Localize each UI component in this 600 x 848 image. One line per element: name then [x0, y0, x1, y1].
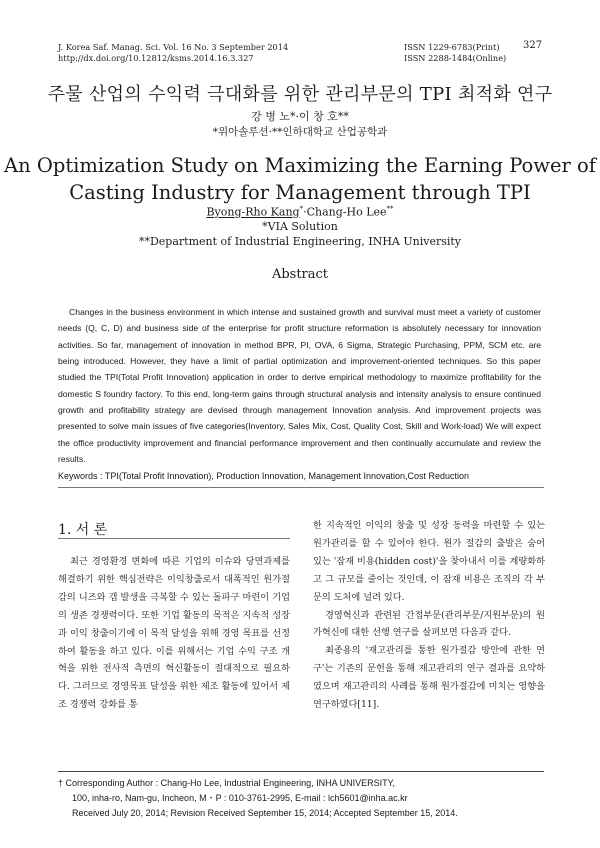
- title-korean: 주물 산업의 수익력 극대화를 위한 관리부문의 TPI 최적화 연구: [47, 84, 553, 105]
- footnote-dates: Received July 20, 2014; Revision Received September 15, 2014; Accepted September 15, 2014.: [72, 808, 458, 818]
- journal-citation: J. Korea Saf. Manag. Sci. Vol. 16 No. 3 September 2014: [58, 42, 289, 52]
- right-col-paragraph-3: 최종용의 '재고관리를 통한 원가절감 방안에 관한 연구'는 기존의 문헌을 통해 재고관리의 연구 결과를 요약하였으며 재고관리의 사례를 통해 원가절감에 미치는 영향을 연구하였다[11].: [313, 645, 545, 711]
- author-1-mark: *: [299, 205, 304, 213]
- left-column: [58, 553, 290, 714]
- doi-link[interactable]: http://dx.doi.org/10.12812/ksms.2014.16.3.327: [58, 53, 254, 63]
- right-col-paragraph-1: 한 지속적인 이익의 창출 및 성장 동력을 마련할 수 있는 원가관리를 할 수 있어야 한다. 원가 절감의 출발은 숨어 있는 '잠재 비용(hidden cost)'을 찾아내서 이를 계량화하고 그 규모를 줄이는 것인데, 이 잠재 비용은 조직의 각 부문의 도처에 널려 있다.: [313, 520, 545, 603]
- section-title-underline: [58, 538, 290, 539]
- footnote-divider: [58, 771, 544, 772]
- author-2-mark: **: [386, 205, 394, 213]
- author-2-name: Chang-Ho Lee: [306, 205, 387, 219]
- right-col-paragraph-2: 경영혁신과 관련된 간접부문(관리부문/지원부문)의 원가혁신에 대한 선행 연구를 살펴보면 다음과 같다.: [313, 609, 545, 639]
- author-separator: ·: [303, 205, 307, 219]
- title-english-line2: Casting Industry for Management through TPI: [69, 181, 531, 204]
- title-english: [0, 152, 600, 206]
- section-1-title: 1. 서 론: [58, 522, 108, 538]
- author-1-name: Byong-Rho Kang: [206, 205, 300, 219]
- issn-print: ISSN 1229-6783(Print): [404, 42, 500, 52]
- page-number: 327: [523, 40, 543, 51]
- affiliations-korean: *위아솔루션·**인하대학교 산업공학과: [212, 126, 388, 138]
- left-col-paragraph-1: 최근 경영환경 변화에 따른 기업의 이슈와 당면과제를 해결하기 위한 핵심전략은 이익창출로서 대폭적인 원가절감의 니즈와 갭 발생을 극복할 수 있는 돌파구 마련이 기업의 생존 경쟁력이다. 또한 기업 활동의 목적은 지속적 성장과 이익 창출이기에 이 목적 달성을 위해 경영 목표를 선정하여 활동을 하고 있다. 이를 위해서는 기업 수익 구조 개혁을 위한 전사적 측면의 혁신활동이 절대적으로 필요하다. 그러므로 경영목표 달성을 위한 제조 활동에 있어서 제조 경쟁력 강화를 통: [58, 556, 290, 711]
- abstract-heading: Abstract: [271, 267, 329, 282]
- keywords: Keywords : TPI(Total Profit Innovation), Production Innovation, Management Innovation,Cost Reduction: [58, 471, 470, 481]
- issn-online: ISSN 2288-1484(Online): [404, 53, 507, 63]
- abstract-body: Changes in the business environment in which intense and sustained growth and survival must meet a variety of customer needs (Q, C, D) and business side of the enterprise for profit structure reformation is absolutely necessary for innovation activities. So far, management of innovation in method BPR, PI, OVA, 6 Sigma, Strategic Purchasing, PPM, SCM etc. are being introduced. However, they have a limit of partial optimization and improvement-oriented techniques. So this paper studied the TPI(Total Profit Innovation) application in order to derive empirical methodology to maximize profitability for the domestic S foundry factory. To this end, long-term gains through structural analysis and intensity analysis to ensure continued growth and profitability strategy are devised through management Innovation analysis. And improvement projects was presented to solve main issues of five categories(Inventory, Sales Mix, Cost, Quality Cost, Skill and Work-load) We will expect the office productivity improvement and financial performance improvement and then continually accumulate and review the results.: [58, 307, 541, 465]
- authors-korean: 강 병 노*·이 창 호**: [251, 110, 349, 123]
- affiliation-english-2: **Department of Industrial Engineering, INHA University: [138, 235, 462, 248]
- footnote: [58, 776, 544, 821]
- footnote-corresponding-author: † Corresponding Author : Chang-Ho Lee, Industrial Engineering, INHA UNIVERSITY,: [58, 778, 396, 788]
- footnote-contact: 100, inha-ro, Nam-gu, Incheon, M・P : 010-3761-2995, E-mail : lch5601@inha.ac.kr: [72, 793, 408, 803]
- authors-english: [0, 205, 600, 219]
- right-column: [313, 517, 545, 714]
- keywords-divider: [58, 487, 544, 488]
- title-english-line1: An Optimization Study on Maximizing the Earning Power of: [4, 154, 596, 177]
- affiliation-english-1: *VIA Solution: [262, 220, 338, 233]
